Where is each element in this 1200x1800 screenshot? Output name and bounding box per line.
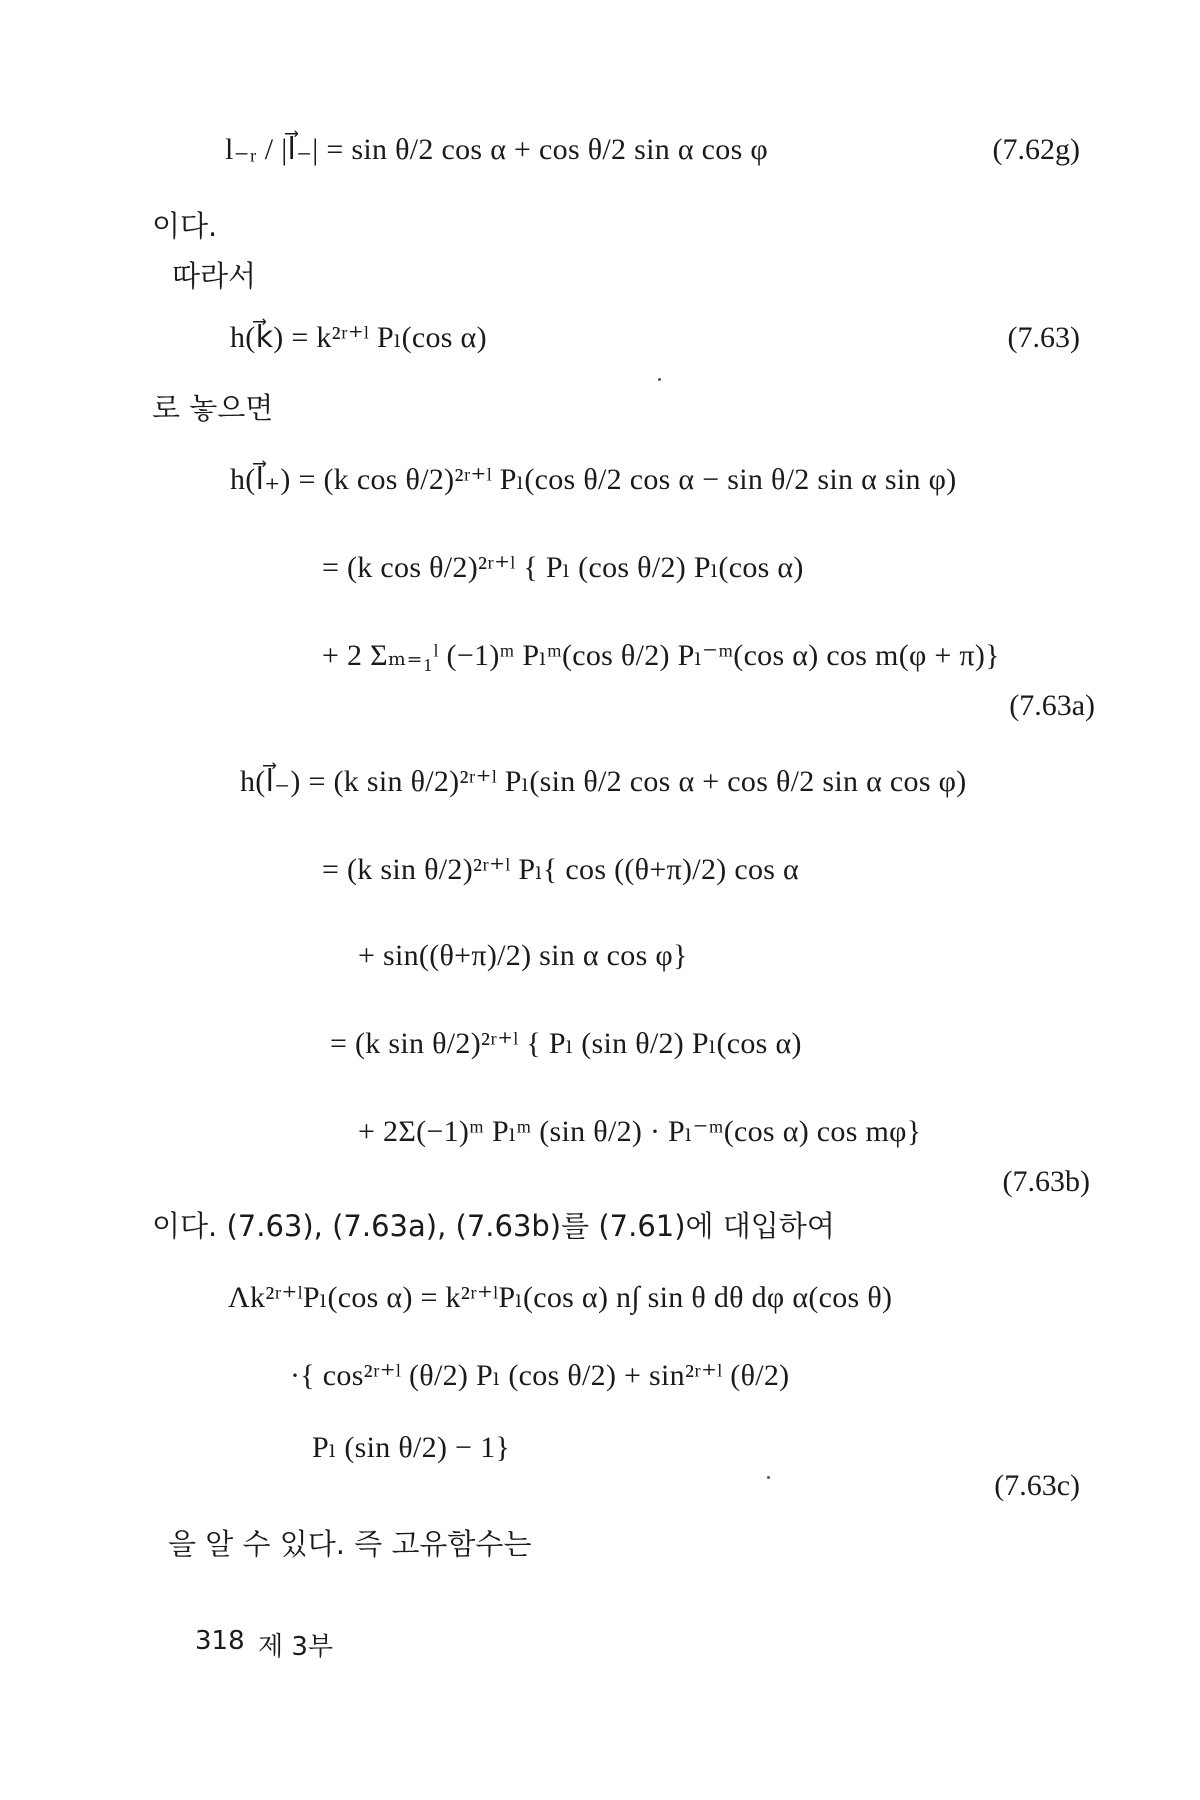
- equation-line: h(l⃗₋) = (k sin θ/2)²ʳ⁺ˡ Pₗ(sin θ/2 cos α + cos θ/2 sin α cos φ): [240, 765, 967, 798]
- equation-line: Λk²ʳ⁺ˡPₗ(cos α) = k²ʳ⁺ˡPₗ(cos α) n∫ sin θ dθ dφ α(cos θ): [228, 1281, 893, 1314]
- equation-number: (7.62g): [992, 133, 1080, 166]
- equation-number: (7.63c): [994, 1469, 1080, 1502]
- running-footer: 제 3부: [258, 1632, 334, 1662]
- equation-line: + 2Σ(−1)ᵐ Pₗᵐ (sin θ/2) · Pₗ⁻ᵐ(cos α) cos mφ}: [358, 1115, 922, 1148]
- scan-speck: [658, 378, 661, 381]
- equation-7-63: h(k⃗) = k²ʳ⁺ˡ Pₗ(cos α): [230, 321, 487, 354]
- equation-number: (7.63b): [1002, 1165, 1090, 1198]
- scan-speck: [767, 1476, 770, 1479]
- equation-line: = (k cos θ/2)²ʳ⁺ˡ { Pₗ (cos θ/2) Pₗ(cos α): [322, 551, 804, 584]
- paragraph-text: 따라서: [172, 259, 257, 293]
- equation-line: h(l⃗₊) = (k cos θ/2)²ʳ⁺ˡ Pₗ(cos θ/2 cos α − sin θ/2 sin α sin φ): [230, 463, 957, 496]
- equation-line: = (k sin θ/2)²ʳ⁺ˡ { Pₗ (sin θ/2) Pₗ(cos α): [330, 1027, 802, 1060]
- equation-line: Pₗ (sin θ/2) − 1}: [312, 1431, 511, 1464]
- equation-7-62g: l₋ᵣ / |l⃗₋| = sin θ/2 cos α + cos θ/2 sin α cos φ: [225, 133, 768, 166]
- equation-line: + sin((θ+π)/2) sin α cos φ}: [358, 939, 688, 972]
- equation-line: = (k sin θ/2)²ʳ⁺ˡ Pₗ{ cos ((θ+π)/2) cos α: [322, 853, 800, 886]
- paragraph-text: 로 놓으면: [152, 391, 274, 425]
- equation-number: (7.63): [1007, 321, 1080, 354]
- paragraph-text: 을 알 수 있다. 즉 고유함수는: [168, 1527, 532, 1561]
- equation-number: (7.63a): [1009, 689, 1095, 722]
- equation-line: ·{ cos²ʳ⁺ˡ (θ/2) Pₗ (cos θ/2) + sin²ʳ⁺ˡ (θ/2): [290, 1359, 790, 1392]
- paragraph-text: 이다. (7.63), (7.63a), (7.63b)를 (7.61)에 대입하여: [152, 1209, 835, 1243]
- paragraph-text: 이다.: [152, 209, 218, 243]
- equation-line: + 2 Σₘ₌₁ˡ (−1)ᵐ Pₗᵐ(cos θ/2) Pₗ⁻ᵐ(cos α) cos m(φ + π)}: [322, 639, 1000, 672]
- page-number: 318: [195, 1626, 245, 1656]
